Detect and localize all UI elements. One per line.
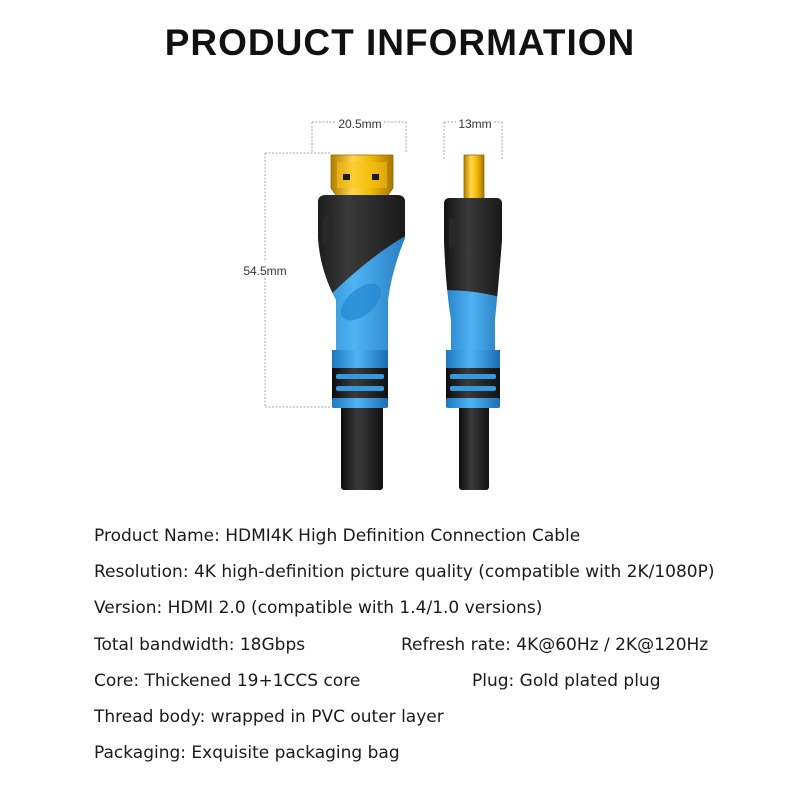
page-title: PRODUCT INFORMATION: [164, 22, 636, 63]
spec-version: Version: HDMI 2.0 (compatible with 1.4/1.0 versions): [94, 598, 543, 619]
spec-bandwidth: Total bandwidth: 18Gbps: [94, 634, 306, 655]
side-width-dimension-label: 13mm: [458, 117, 492, 131]
spec-product-name: Product Name: HDMI4K High Definition Connection Cable: [94, 526, 581, 546]
spec-row: [94, 667, 774, 703]
spec-refresh-rate: Refresh rate: 4K@60Hz / 2K@120Hz: [401, 634, 709, 655]
spec-row: [94, 558, 774, 594]
spec-thread-body: Thread body: wrapped in PVC outer layer: [94, 706, 444, 727]
spec-row: [94, 594, 774, 630]
spec-core: Core: Thickened 19+1CCS core: [94, 670, 361, 691]
spec-row: [94, 522, 774, 558]
spec-row: [94, 739, 774, 775]
spec-row: [94, 703, 774, 739]
spec-list: [94, 522, 774, 775]
spec-plug: Plug: Gold plated plug: [472, 670, 661, 691]
spec-row: [94, 631, 774, 667]
spec-packaging: Packaging: Exquisite packaging bag: [94, 743, 400, 764]
height-dimension-label: 54.5mm: [243, 264, 287, 278]
hdmi-plug-front-view: [300, 155, 420, 490]
hdmi-plug-side-view: [440, 155, 510, 490]
spec-resolution: Resolution: 4K high-definition picture quality (compatible with 2K/1080P): [94, 562, 715, 583]
width-dimension-label: 20.5mm: [338, 117, 382, 131]
